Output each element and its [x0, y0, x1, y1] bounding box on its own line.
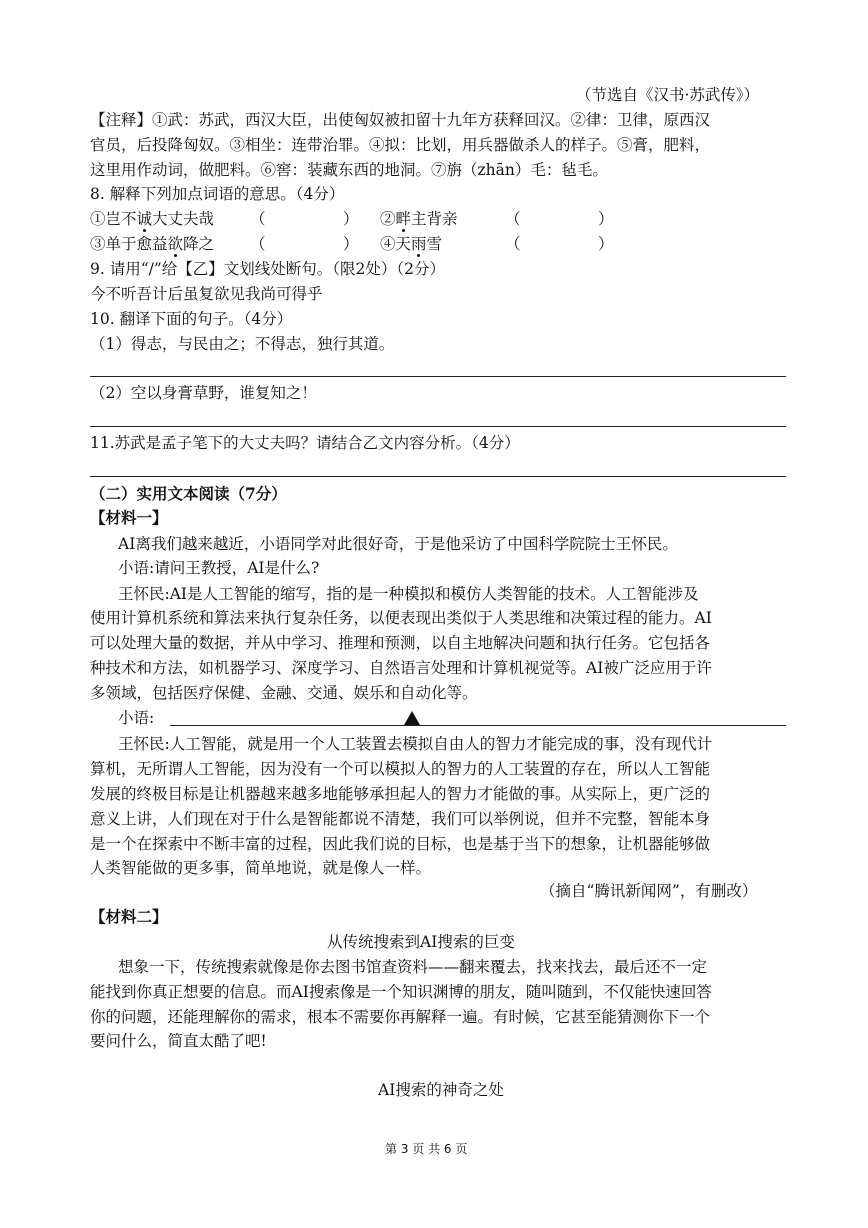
answer-blank-c[interactable]: （ ）	[250, 235, 359, 253]
answer-blank-d[interactable]: （ ）	[505, 235, 614, 253]
item-a-dotted: 诚	[136, 210, 153, 228]
question-8-title: 8. 解释下列加点词语的意思。（4分）	[90, 185, 345, 203]
material-1-para-1: AI离我们越来越近，小语同学对此很好奇，于是他采访了中国科学院院士王怀民。	[118, 535, 678, 553]
page-number: 第 3 页 共 6 页	[385, 1142, 468, 1156]
material-1-label: 【材料一】	[90, 508, 168, 527]
item-b-pre: ②	[380, 210, 396, 228]
material-1-para-5-line-3: 发展的终极目标是让机器越来越多地能够承担起人的智力才能做的事。从实际上，更广泛的	[90, 785, 711, 803]
item-c-dotted: 欲	[167, 235, 184, 253]
question-10-sentence-1: （1）得志，与民由之；不得志，独行其道。	[90, 335, 395, 353]
answer-line-2[interactable]	[90, 426, 786, 427]
item-a-post: 大丈夫哉	[152, 210, 215, 228]
item-d-pre: ④天	[380, 235, 412, 253]
material-1-para-5-line-5: 是一个在探索中不断丰富的过程，因此我们说的目标，也是基于当下的想象，让机器能够做	[90, 835, 711, 853]
triangle-marker-icon	[404, 711, 420, 725]
material-2-para-line-1: 想象一下，传统搜索就像是你去图书馆查资料——翻来覆去，找来找去，最后还不一定	[118, 958, 708, 976]
material-1-para-5-line-6: 人类智能做的更多事，简单地说，就是像人一样。	[90, 859, 432, 877]
question-8-item-c	[90, 233, 214, 255]
material-2-label: 【材料二】	[90, 907, 168, 926]
material-1-para-5-line-2: 算机，无所谓人工智能，因为没有一个可以模拟人的智力的人工装置的存在，所以人工智能	[90, 760, 711, 778]
material-1-para-3-line-1: 王怀民:AI是人工智能的缩写，指的是一种模拟和模仿人类智能的技术。人工智能涉及	[118, 585, 699, 603]
question-9-title: 9. 请用“/”给【乙】文划线处断句。（限2处）（2分）	[90, 260, 446, 278]
item-d-post: 雪	[426, 235, 443, 253]
item-a-pre: ①岂不	[90, 210, 137, 228]
question-10-sentence-2: （2）空以身膏草野，谁复知之！	[90, 384, 317, 402]
material-2-para-line-4: 要问什么，简直太酷了吧!	[90, 1032, 267, 1050]
material-2-title: 从传统搜索到AI搜索的巨变	[327, 933, 515, 951]
material-1-para-5-line-4: 意义上讲，人们现在对于什么是智能都说不清楚，我们可以举例说，但并不完整，智能本身	[90, 810, 711, 828]
answer-line-3[interactable]	[90, 476, 786, 477]
material-2-subtitle: AI搜索的神奇之处	[378, 1081, 504, 1099]
material-1-para-3-line-5: 多领域，包括医疗保健、金融、交通、娱乐和自动化等。	[90, 684, 478, 702]
note-line-2: 官员，后投降匈奴。③相坐：连带治罪。④拟：比划，用兵器做杀人的样子。⑤膏，肥料，	[90, 136, 711, 154]
item-c-post: 降之	[183, 235, 215, 253]
question-10-title: 10. 翻译下面的句子。（4分）	[90, 310, 293, 328]
question-8-item-d	[380, 233, 442, 255]
item-c-pre: ③单于愈益	[90, 235, 168, 253]
material-1-para-3-line-3: 可以处理大量的数据，并从中学习、推理和预测，以自主地解决问题和执行任务。它包括各	[90, 634, 711, 652]
source-citation: （节选自《汉书·苏武传》）	[576, 86, 760, 104]
material-1-para-3-line-4: 种技术和方法，如机器学习、深度学习、自然语言处理和计算机视觉等。AI被广泛应用于许	[90, 659, 712, 677]
question-11-title: 11.苏武是孟子笔下的大丈夫吗？请结合乙文内容分析。（4分）	[90, 434, 520, 452]
material-1-para-5-line-1: 王怀民:人工智能，就是用一个人工装置去模拟自由人的智力才能完成的事，没有现代计	[118, 735, 713, 753]
section-title: （二）实用文本阅读（7分）	[90, 484, 287, 503]
item-b-dotted: 畔	[395, 210, 412, 228]
item-b-post: 主背亲	[411, 210, 458, 228]
answer-blank-a[interactable]: （ ）	[250, 210, 359, 228]
material-1-para-3-line-2: 使用计算机系统和算法来执行复杂任务，以便表现出类似于人类思维和决策过程的能力。AI	[90, 609, 712, 627]
xiaoyu-question-label: 小语:	[118, 709, 155, 727]
answer-blank-b[interactable]: （ ）	[505, 210, 614, 228]
item-d-dotted: 雨	[411, 235, 427, 253]
fill-in-blank-line[interactable]	[170, 725, 786, 726]
question-9-text: 今不听吾计后虽复欲见我尚可得乎	[90, 285, 323, 303]
answer-line-1[interactable]	[90, 376, 786, 377]
note-line-1: 【注释】①武：苏武，西汉大臣，出使匈奴被扣留十九年方获释回汉。②律：卫律，原西汉	[90, 111, 711, 129]
note-line-3: 这里用作动词，做肥料。⑥窖：装藏东西的地洞。⑦旃（zhān）毛：毡毛。	[90, 161, 608, 179]
question-8-item-b	[380, 208, 458, 230]
material-1-source: （摘自“腾讯新闻网”，有删改）	[540, 882, 758, 900]
material-2-para-line-2: 能找到你真正想要的信息。而AI搜索像是一个知识渊博的朋友，随叫随到，不仅能快速回答	[90, 983, 712, 1001]
material-1-para-2: 小语:请问王教授，AI是什么?	[118, 559, 320, 577]
question-8-item-a	[90, 208, 214, 230]
material-2-para-line-3: 你的问题，还能理解你的需求，根本不需要你再解释一遍。有时候，它甚至能猜测你下一个	[90, 1008, 711, 1026]
